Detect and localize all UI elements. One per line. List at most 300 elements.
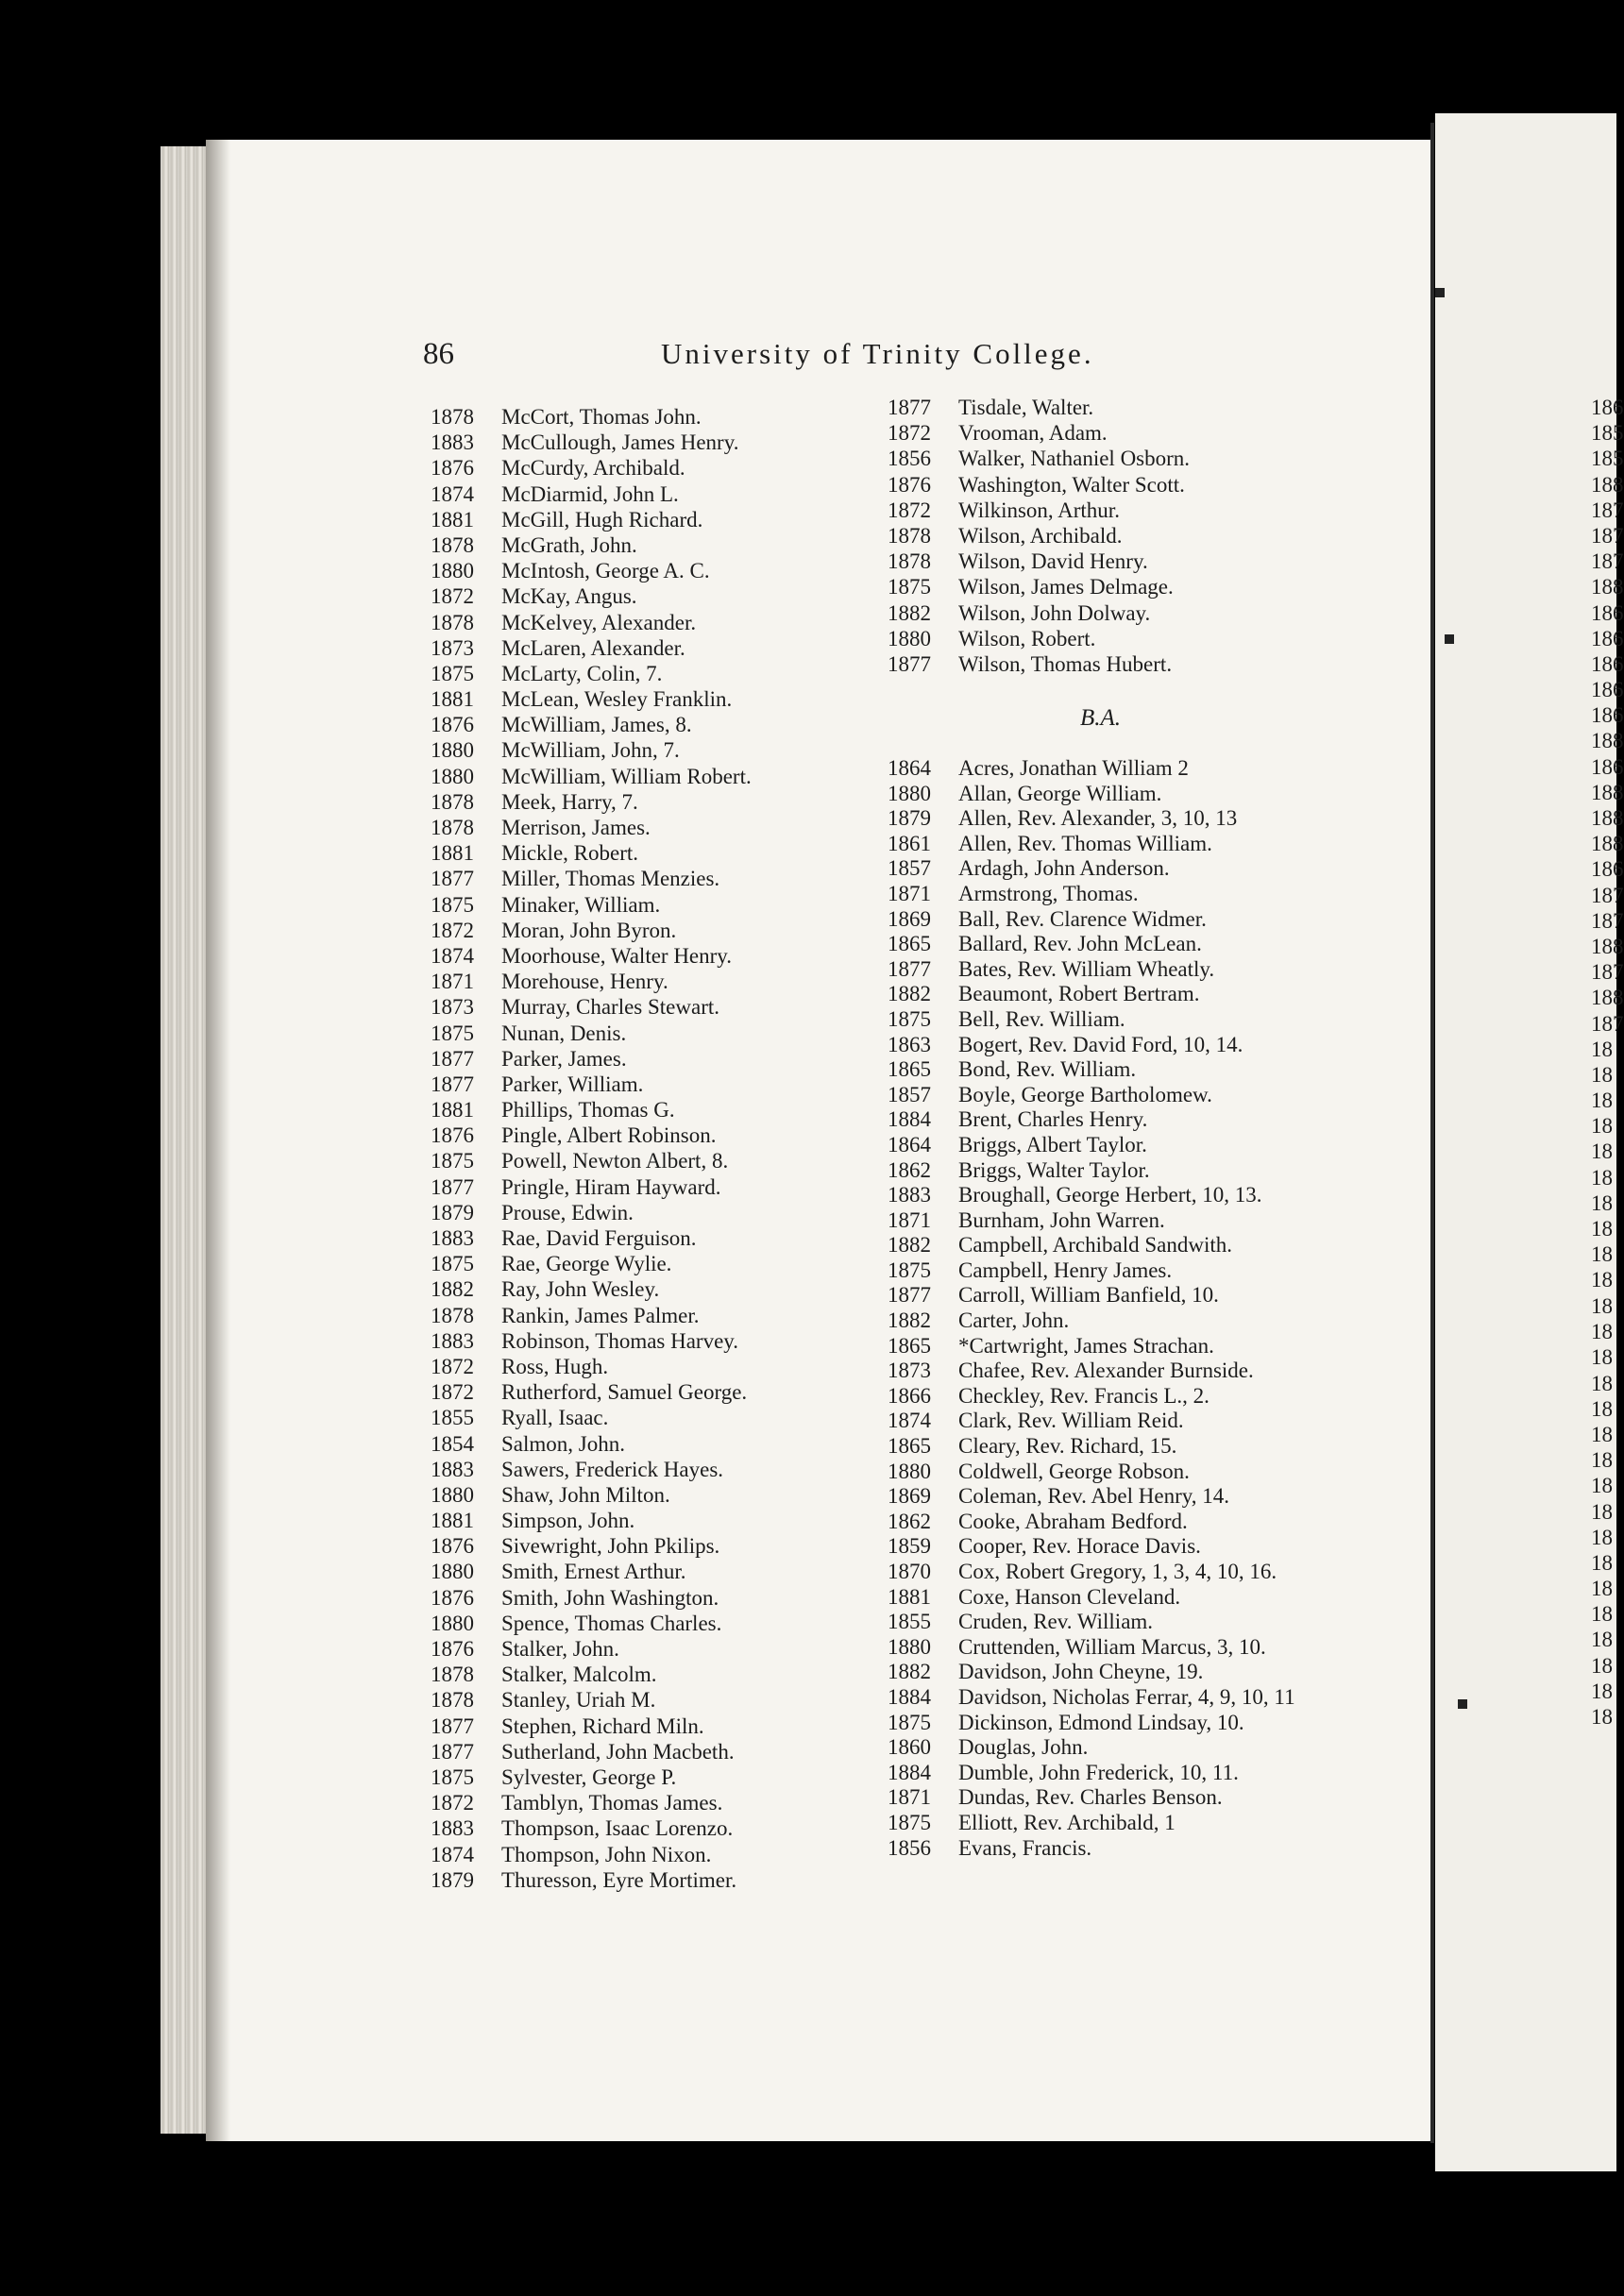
entry-year: 1880	[431, 764, 474, 788]
facing-page-year-fragment: 18	[1591, 1499, 1613, 1524]
entry-year: 1877	[431, 1714, 474, 1738]
register-entry	[888, 1333, 1295, 1359]
facing-page-year-fragment: 186	[1591, 600, 1624, 625]
entry-year: 1877	[431, 1072, 474, 1096]
register-entry	[431, 1148, 752, 1173]
facing-page-year-fragment: 188	[1591, 832, 1624, 856]
entry-year: 1855	[888, 1610, 931, 1634]
register-entry	[888, 831, 1295, 856]
register-entry	[888, 626, 1190, 651]
entry-year: 1872	[888, 421, 931, 446]
entry-name: Vrooman, Adam.	[958, 421, 1108, 446]
section-heading: B.A.	[1080, 705, 1122, 731]
register-entry	[888, 1207, 1295, 1233]
register-entry	[431, 481, 752, 507]
entry-name: Simpson, John.	[501, 1509, 635, 1533]
entry-year: 1880	[431, 738, 474, 763]
entry-year: 1872	[431, 1380, 474, 1405]
binding-mark	[1445, 634, 1454, 644]
entry-name: Dickinson, Edmond Lindsay, 10.	[958, 1710, 1244, 1734]
register-entry	[431, 1739, 752, 1764]
entry-name: Sylvester, George P.	[501, 1764, 677, 1789]
entry-name: Chafee, Rev. Alexander Burnside.	[958, 1359, 1254, 1383]
entry-year: 1877	[431, 1174, 474, 1199]
register-entry	[888, 549, 1190, 574]
entry-year: 1874	[888, 1409, 931, 1433]
entry-name: Phillips, Thomas G.	[501, 1098, 675, 1123]
register-entry	[888, 881, 1295, 906]
entry-name: Smith, Ernest Arthur.	[501, 1560, 686, 1584]
entry-year: 1879	[431, 1200, 474, 1224]
entry-name: Coldwell, George Robson.	[958, 1459, 1190, 1483]
facing-page-year-fragment: 188	[1591, 575, 1624, 599]
page-fold-line	[1430, 123, 1434, 2143]
register-entry	[431, 532, 752, 558]
entry-year: 1876	[431, 1534, 474, 1559]
entry-name: Nunan, Denis.	[501, 1021, 627, 1045]
entry-year: 1879	[888, 806, 931, 831]
entry-name: Stephen, Richard Miln.	[501, 1714, 704, 1738]
register-entry	[888, 805, 1295, 831]
register-entry	[888, 981, 1295, 1006]
entry-name: Bond, Rev. William.	[958, 1057, 1137, 1082]
register-entry	[431, 635, 752, 661]
entry-year: 1875	[431, 661, 474, 685]
entry-name: Coxe, Hanson Cleveland.	[958, 1584, 1181, 1609]
register-entry	[431, 764, 752, 789]
entry-year: 1873	[431, 635, 474, 660]
facing-page-year-fragment: 18	[1591, 1371, 1613, 1395]
facing-page-year-fragment: 187	[1591, 498, 1624, 522]
register-entry	[888, 1056, 1295, 1082]
entry-name: McWilliam, James, 8.	[501, 713, 692, 737]
entry-name: Briggs, Walter Taylor.	[958, 1157, 1150, 1182]
register-entry	[888, 781, 1295, 806]
entry-year: 1877	[888, 396, 931, 419]
facing-page-year-fragment: 185	[1591, 421, 1624, 446]
entry-year: 1872	[888, 498, 931, 522]
entry-year: 1878	[431, 816, 474, 839]
register-entry	[888, 1408, 1295, 1433]
register-entry	[888, 1032, 1295, 1057]
facing-page-year-fragment: 185	[1591, 447, 1624, 471]
facing-page-year-fragment: 18	[1591, 1165, 1613, 1190]
facing-page-year-fragment: 186	[1591, 678, 1624, 702]
left-column	[431, 404, 752, 1893]
right-column-top	[888, 395, 1190, 677]
facing-page-year-fragment: 18	[1591, 1140, 1613, 1164]
register-entry	[888, 1835, 1295, 1861]
entry-name: Allen, Rev. Thomas William.	[958, 831, 1212, 855]
register-entry	[888, 1533, 1295, 1559]
facing-page-year-fragment: 18	[1591, 1037, 1613, 1061]
register-entry	[431, 1251, 752, 1276]
register-entry	[431, 1225, 752, 1251]
entry-name: Parker, William.	[501, 1072, 644, 1096]
entry-name: McLarty, Colin, 7.	[501, 661, 663, 685]
entry-name: McCurdy, Archibald.	[501, 456, 685, 481]
entry-name: Sawers, Frederick Hayes.	[501, 1457, 724, 1481]
entry-name: Wilson, James Delmage.	[958, 575, 1174, 599]
register-entry	[431, 1815, 752, 1841]
entry-name: Cox, Robert Gregory, 1, 3, 4, 10, 16.	[958, 1560, 1277, 1583]
entry-year: 1871	[888, 881, 931, 905]
register-entry	[431, 1046, 752, 1072]
entry-year: 1880	[888, 1459, 931, 1483]
entry-year: 1881	[431, 1098, 474, 1123]
entry-year: 1877	[888, 1283, 931, 1308]
register-entry	[888, 1559, 1295, 1584]
entry-name: McIntosh, George A. C.	[501, 559, 710, 583]
register-entry	[431, 1174, 752, 1200]
facing-page-year-fragment: 186	[1591, 857, 1624, 882]
entry-year: 1883	[431, 430, 474, 455]
entry-name: Cruden, Rev. William.	[958, 1610, 1154, 1634]
entry-year: 1856	[888, 447, 931, 471]
entry-name: Morehouse, Henry.	[501, 970, 668, 994]
register-entry	[431, 892, 752, 918]
register-entry	[888, 1509, 1295, 1534]
entry-name: McWilliam, William Robert.	[501, 764, 752, 788]
entry-year: 1875	[431, 1149, 474, 1173]
entry-name: Allen, Rev. Alexander, 3, 10, 13	[958, 806, 1238, 831]
register-entry	[431, 1072, 752, 1097]
register-entry	[431, 840, 752, 866]
entry-year: 1882	[888, 982, 931, 1006]
facing-page-year-fragment: 188	[1591, 780, 1624, 804]
entry-year: 1878	[888, 523, 931, 548]
entry-name: Rutherford, Samuel George.	[501, 1380, 748, 1405]
register-entry	[888, 855, 1295, 881]
entry-name: Armstrong, Thomas.	[958, 881, 1139, 905]
entry-year: 1878	[431, 1688, 474, 1713]
entry-name: Stanley, Uriah M.	[501, 1688, 656, 1713]
entry-name: Ardagh, John Anderson.	[958, 856, 1170, 881]
register-entry	[888, 1659, 1295, 1684]
entry-name: Coleman, Rev. Abel Henry, 14.	[958, 1484, 1230, 1509]
entry-year: 1874	[431, 1842, 474, 1866]
entry-name: Minaker, William.	[501, 892, 661, 917]
entry-name: Ross, Hugh.	[501, 1354, 609, 1378]
register-entry	[888, 1258, 1295, 1283]
entry-name: Carter, John.	[958, 1308, 1070, 1333]
entry-year: 1878	[431, 405, 474, 429]
register-entry	[888, 600, 1190, 626]
entry-year: 1876	[431, 456, 474, 481]
entry-name: Beaumont, Robert Bertram.	[958, 982, 1200, 1006]
entry-year: 1884	[888, 1760, 931, 1784]
entry-name: McGill, Hugh Richard.	[501, 507, 703, 532]
facing-page-year-fragment: 186	[1591, 703, 1624, 728]
entry-year: 1876	[431, 1585, 474, 1610]
entry-name: Moran, John Byron.	[501, 918, 677, 942]
facing-page-year-fragment: 186	[1591, 754, 1624, 779]
entry-name: Boyle, George Bartholomew.	[958, 1082, 1212, 1106]
entry-year: 1880	[431, 1482, 474, 1507]
register-entry	[888, 1433, 1295, 1459]
facing-page	[1435, 113, 1624, 2171]
facing-page-year-fragment: 187	[1591, 960, 1624, 985]
register-entry	[431, 1405, 752, 1430]
facing-page-edge-column	[1591, 395, 1624, 1293]
entry-name: Shaw, John Milton.	[501, 1482, 670, 1507]
register-entry	[888, 1634, 1295, 1660]
entry-year: 1876	[431, 1637, 474, 1661]
register-entry	[431, 507, 752, 532]
register-entry	[888, 1106, 1295, 1132]
entry-year: 1874	[431, 481, 474, 506]
entry-name: Davidson, Nicholas Ferrar, 4, 9, 10, 11	[958, 1684, 1295, 1709]
entry-name: Sutherland, John Macbeth.	[501, 1739, 735, 1764]
entry-year: 1878	[431, 610, 474, 634]
register-entry	[431, 1790, 752, 1815]
entry-year: 1875	[431, 892, 474, 917]
register-entry	[431, 1457, 752, 1482]
register-entry	[888, 931, 1295, 956]
binding-mark	[1458, 1699, 1467, 1709]
entry-year: 1857	[888, 1082, 931, 1106]
entry-year: 1878	[888, 549, 931, 574]
register-entry	[431, 1636, 752, 1662]
register-entry	[888, 956, 1295, 982]
entry-year: 1883	[888, 1183, 931, 1207]
entry-name: Briggs, Albert Taylor.	[958, 1132, 1147, 1156]
entry-year: 1875	[431, 1252, 474, 1276]
entry-year: 1877	[888, 956, 931, 981]
entry-name: Carroll, William Banfield, 10.	[958, 1283, 1219, 1308]
entry-year: 1882	[888, 1233, 931, 1258]
entry-name: McLean, Wesley Franklin.	[501, 687, 733, 712]
entry-year: 1883	[431, 1328, 474, 1353]
entry-name: Moorhouse, Walter Henry.	[501, 943, 733, 968]
facing-page-year-fragment: 187	[1591, 1011, 1624, 1036]
facing-page-year-fragment: 18	[1591, 1320, 1613, 1344]
register-entry	[431, 943, 752, 969]
entry-year: 1879	[431, 1867, 474, 1892]
facing-page-edge-column	[1591, 1293, 1616, 1730]
facing-page-year-fragment: 186	[1591, 626, 1624, 650]
facing-page-year-fragment: 188	[1591, 472, 1624, 497]
register-entry	[888, 1082, 1295, 1107]
facing-page-year-fragment: 18	[1591, 1268, 1613, 1292]
entry-name: Powell, Newton Albert, 8.	[501, 1149, 729, 1173]
entry-year: 1869	[888, 906, 931, 931]
entry-name: Parker, James.	[501, 1046, 627, 1071]
entry-name: Burnham, John Warren.	[958, 1207, 1165, 1232]
entry-year: 1874	[431, 943, 474, 968]
entry-name: Wilson, Robert.	[958, 626, 1096, 650]
register-entry	[431, 1328, 752, 1354]
facing-page-year-fragment: 18	[1591, 1114, 1613, 1139]
entry-name: Ray, John Wesley.	[501, 1277, 660, 1302]
entry-year: 1883	[431, 1226, 474, 1250]
entry-name: Washington, Walter Scott.	[958, 472, 1185, 497]
register-entry	[431, 455, 752, 481]
register-entry	[431, 1431, 752, 1457]
facing-page-year-fragment: 188	[1591, 806, 1624, 830]
entry-year: 1855	[431, 1406, 474, 1430]
register-entry	[431, 686, 752, 712]
entry-name: Elliott, Rev. Archibald, 1	[958, 1810, 1176, 1834]
entry-name: Stalker, Malcolm.	[501, 1663, 657, 1687]
entry-year: 1875	[888, 1258, 931, 1282]
entry-year: 1883	[431, 1457, 474, 1481]
register-entry	[431, 558, 752, 583]
entry-year: 1880	[431, 559, 474, 583]
entry-name: Brent, Charles Henry.	[958, 1107, 1148, 1132]
register-entry	[431, 1867, 752, 1893]
entry-name: Ball, Rev. Clarence Widmer.	[958, 906, 1207, 931]
register-entry	[431, 1276, 752, 1302]
entry-name: McKelvey, Alexander.	[501, 610, 697, 634]
entry-year: 1881	[431, 507, 474, 532]
entry-year: 1877	[431, 1046, 474, 1071]
entry-year: 1877	[888, 651, 931, 676]
entry-year: 1872	[431, 1791, 474, 1815]
register-entry	[888, 1784, 1295, 1810]
register-entry	[888, 1383, 1295, 1409]
entry-name: Wilkinson, Arthur.	[958, 498, 1120, 522]
facing-page-year-fragment: 18	[1591, 1577, 1613, 1601]
facing-page-year-fragment: 187	[1591, 523, 1624, 548]
entry-year: 1862	[888, 1509, 931, 1533]
entry-name: Evans, Francis.	[958, 1835, 1092, 1860]
register-entry	[431, 712, 752, 737]
entry-name: *Cartwright, James Strachan.	[958, 1333, 1214, 1358]
entry-year: 1882	[888, 1308, 931, 1333]
entry-year: 1880	[431, 1560, 474, 1584]
entry-name: Rae, David Ferguison.	[501, 1226, 697, 1250]
entry-name: Cooper, Rev. Horace Davis.	[958, 1534, 1201, 1559]
facing-page-year-fragment: 18	[1591, 1474, 1613, 1498]
register-entry	[431, 994, 752, 1020]
facing-page-year-fragment: 18	[1591, 1679, 1613, 1703]
page-number: 86	[423, 337, 454, 371]
entry-year: 1878	[431, 1663, 474, 1687]
entry-name: Tamblyn, Thomas James.	[501, 1791, 723, 1815]
register-entry	[888, 651, 1190, 677]
register-entry	[888, 755, 1295, 781]
entry-year: 1875	[888, 1710, 931, 1734]
facing-page-year-fragment: 18	[1591, 1653, 1613, 1678]
register-entry	[888, 1684, 1295, 1710]
entry-name: Wilson, John Dolway.	[958, 600, 1151, 625]
entry-name: Pingle, Albert Robinson.	[501, 1123, 717, 1148]
entry-name: McCullough, James Henry.	[501, 430, 739, 455]
register-entry	[431, 1123, 752, 1148]
register-entry	[431, 1379, 752, 1405]
entry-name: McWilliam, John, 7.	[501, 738, 680, 763]
entry-name: Sivewright, John Pkilips.	[501, 1534, 720, 1559]
facing-page-year-fragment: 186	[1591, 396, 1624, 419]
register-entry	[888, 1760, 1295, 1785]
register-entry	[431, 1662, 752, 1687]
register-entry	[431, 1714, 752, 1739]
register-entry	[431, 661, 752, 686]
entry-year: 1875	[888, 1810, 931, 1834]
register-entry	[888, 395, 1190, 420]
entry-name: Thompson, John Nixon.	[501, 1842, 712, 1866]
entry-name: Checkley, Rev. Francis L., 2.	[958, 1383, 1210, 1408]
entry-name: Ballard, Rev. John McLean.	[958, 932, 1202, 956]
entry-year: 1872	[431, 1354, 474, 1378]
entry-year: 1875	[431, 1764, 474, 1789]
register-entry	[888, 472, 1190, 498]
entry-year: 1877	[431, 867, 474, 891]
register-entry	[431, 918, 752, 943]
entry-year: 1865	[888, 932, 931, 956]
entry-name: Rankin, James Palmer.	[501, 1303, 700, 1327]
entry-name: Robinson, Thomas Harvey.	[501, 1328, 739, 1353]
entry-year: 1860	[888, 1735, 931, 1760]
entry-name: McLaren, Alexander.	[501, 635, 685, 660]
register-entry	[888, 906, 1295, 932]
facing-page-year-fragment: 18	[1591, 1422, 1613, 1446]
facing-page-year-fragment: 188	[1591, 986, 1624, 1010]
entry-name: Thuresson, Eyre Mortimer.	[501, 1867, 737, 1892]
entry-year: 1865	[888, 1057, 931, 1082]
register-entry	[888, 1710, 1295, 1735]
entry-name: Walker, Nathaniel Osborn.	[958, 447, 1191, 471]
entry-name: Spence, Thomas Charles.	[501, 1611, 722, 1635]
register-entry	[431, 815, 752, 840]
entry-year: 1869	[888, 1484, 931, 1509]
entry-year: 1882	[888, 600, 931, 625]
register-entry	[431, 1559, 752, 1584]
entry-name: Wilson, David Henry.	[958, 549, 1148, 574]
facing-page-year-fragment: 18	[1591, 1628, 1613, 1652]
entry-name: Miller, Thomas Menzies.	[501, 867, 720, 891]
entry-year: 1872	[431, 918, 474, 942]
entry-name: Douglas, John.	[958, 1735, 1089, 1760]
register-entry	[888, 1308, 1295, 1333]
register-entry	[431, 1021, 752, 1046]
register-entry	[888, 523, 1190, 549]
entry-year: 1870	[888, 1560, 931, 1583]
entry-year: 1882	[431, 1277, 474, 1302]
entry-year: 1856	[888, 1835, 931, 1860]
register-entry	[888, 1232, 1295, 1258]
register-entry	[431, 1842, 752, 1867]
entry-name: Stalker, John.	[501, 1637, 619, 1661]
binding-mark	[1435, 288, 1445, 297]
register-entry	[888, 1810, 1295, 1835]
register-entry	[431, 1533, 752, 1559]
facing-page-year-fragment: 18	[1591, 1242, 1613, 1267]
entry-year: 1864	[888, 756, 931, 780]
entry-year: 1873	[888, 1359, 931, 1383]
entry-year: 1881	[431, 1509, 474, 1533]
entry-year: 1876	[431, 1123, 474, 1148]
entry-name: Salmon, John.	[501, 1431, 625, 1456]
facing-page-year-fragment: 18	[1591, 1062, 1613, 1087]
entry-name: Rae, George Wylie.	[501, 1252, 672, 1276]
register-entry	[431, 1200, 752, 1225]
entry-name: Meek, Harry, 7.	[501, 789, 638, 814]
register-entry	[431, 610, 752, 635]
entry-name: Tisdale, Walter.	[958, 396, 1094, 419]
entry-name: Merrison, James.	[501, 816, 651, 839]
facing-page-year-fragment: 187	[1591, 883, 1624, 907]
register-entry	[431, 583, 752, 609]
entry-name: Thompson, Isaac Lorenzo.	[501, 1816, 734, 1841]
entry-year: 1871	[888, 1785, 931, 1810]
entry-year: 1880	[888, 1634, 931, 1659]
entry-year: 1864	[888, 1132, 931, 1156]
register-entry	[888, 1182, 1295, 1207]
register-entry	[431, 1508, 752, 1533]
facing-page-year-fragment: 18	[1591, 1396, 1613, 1421]
